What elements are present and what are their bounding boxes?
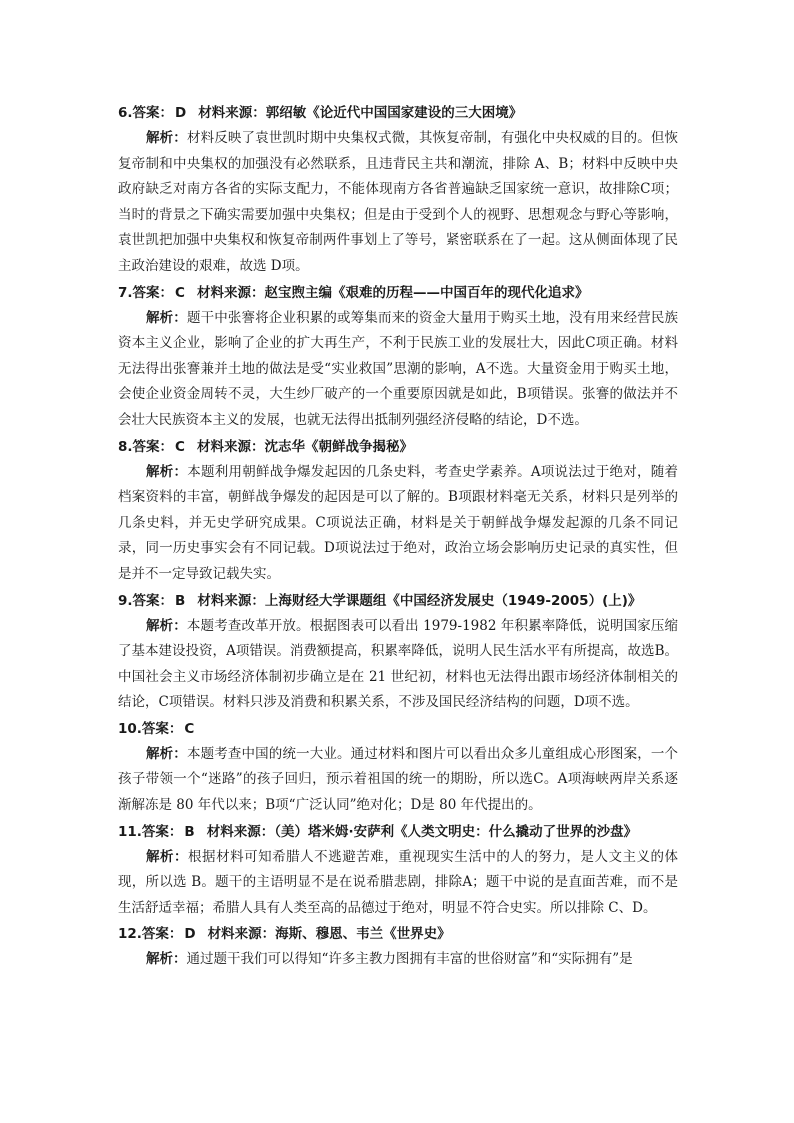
answer-letter: C xyxy=(175,438,185,455)
source-text: 上海财经大学课题组《中国经济发展史（1949-2005）(上)》 xyxy=(264,592,642,609)
source-label: 材料来源： xyxy=(206,823,275,840)
analysis-paragraph xyxy=(118,306,678,434)
analysis-paragraph xyxy=(118,460,678,588)
source-text: 沈志华《朝鲜战争揭秘》 xyxy=(264,438,413,455)
question-number: 9. xyxy=(118,592,133,609)
question-number: 7. xyxy=(118,284,133,301)
analysis-label: 解析： xyxy=(146,745,187,762)
question-header xyxy=(118,280,678,306)
analysis-text: 根据材料可知希腊人不逃避苦难，重视现实生活中的人的努力，是人文主义的体现，所以选 B。题干的主语明显不是在说希腊悲剧，排除A；题干中说的是直面苦难，而不是生活舒适幸福；希腊人具有人类至高的品德过于绝对，明显不符合史实。所以排除 C、D。 xyxy=(118,848,679,916)
source-text: 赵宝煦主编《艰难的历程——中国百年的现代化追求》 xyxy=(264,284,589,301)
question-header xyxy=(118,100,678,126)
question-header xyxy=(118,819,678,845)
answer-letter: D xyxy=(184,926,196,943)
analysis-paragraph xyxy=(118,742,678,819)
analysis-text: 本题利用朝鲜战争爆发起因的几条史料，考查史学素养。A项说法过于绝对，随着档案资料的丰富，朝鲜战争爆发的起因是可以了解的。B项跟材料毫无关系，材料只是列举的几条史料，并无史学研究成果。C项说法正确，材料是关于朝鲜战争爆发起源的几条不同记录，同一历史事实会有不同记载。D项说法过于绝对，政治立场会影响历史记录的真实性，但是并不一定导致记载失实。 xyxy=(118,463,679,582)
analysis-paragraph xyxy=(118,845,678,922)
answer-letter: B xyxy=(175,592,186,609)
question-header xyxy=(118,588,678,614)
question-number: 8. xyxy=(118,438,133,455)
question-header xyxy=(118,716,678,742)
source-label: 材料来源： xyxy=(197,592,265,609)
analysis-text: 材料反映了袁世凯时期中央集权式微，其恢复帝制，有强化中央权威的目的。但恢复帝制和中央集权的加强没有必然联系，且违背民主共和潮流，排除 A、B；材料中反映中央政府缺乏对南方各省的实际支配力，不能体现南方各省普遍缺乏国家统一意识，故排除C项；当时的背景之下确实需要加强中央集权；但是由于受到个人的视野、思想观念与野心等影响，袁世凯把加强中央集权和恢复帝制两件事划上了等号，紧密联系在了一起。这从侧面体现了民主政治建设的艰难，故选 D项。 xyxy=(118,130,679,274)
analysis-paragraph xyxy=(118,126,678,280)
answer-label: 答案： xyxy=(132,284,174,301)
source-text: 海斯、穆恩、韦兰《世界史》 xyxy=(275,926,451,943)
question-number: 12. xyxy=(118,926,142,943)
question-number: 11. xyxy=(118,823,142,840)
question-header xyxy=(118,921,678,947)
analysis-paragraph xyxy=(118,947,678,973)
answer-label: 答案： xyxy=(141,926,183,943)
analysis-paragraph xyxy=(118,614,678,716)
source-label: 材料来源： xyxy=(196,284,265,301)
analysis-label: 解析： xyxy=(146,463,188,480)
answer-label: 答案： xyxy=(141,720,183,737)
question-header xyxy=(118,434,678,460)
source-label: 材料来源： xyxy=(207,926,276,943)
analysis-text: 题干中张謇将企业积累的或筹集而来的资金大量用于购买土地，没有用来经营民族资本主义企业，影响了企业的扩大再生产，不利于民族工业的发展壮大，因此C项正确。材料无法得出张謇兼并土地的做法是受“实业救国”思潮的影响，A不选。大量资金用于购买土地，会使企业资金周转不灵，大生纱厂破产的一个重要原因就是如此，B项错误。张謇的做法并不会壮大民族资本主义的发展，也就无法得出抵制列强经济侵略的结论，D不选。 xyxy=(118,309,679,428)
answer-label: 答案： xyxy=(132,592,174,609)
analysis-label: 解析： xyxy=(146,130,187,146)
question-number: 6. xyxy=(118,105,133,121)
answer-explanation-page xyxy=(118,100,678,973)
analysis-text: 本题考查改革开放。根据图表可以看出 1979-1982 年积累率降低，说明国家压缩了基本建设投资，A项错误。消费额提高，积累率降低，说明人民生活水平有所提高，故选B。中国社会主义市场经济体制初步确立是在 21 世纪初，材料也无法得出跟市场经济体制相关的结论，C项错误。材料只涉及消费和积累关系，不涉及国民经济结构的问题，D项不选。 xyxy=(118,617,679,711)
answer-label: 答案： xyxy=(132,438,174,455)
answer-label: 答案： xyxy=(132,105,174,121)
answer-label: 答案： xyxy=(141,823,183,840)
answer-letter: C xyxy=(184,720,195,737)
analysis-label: 解析： xyxy=(146,848,189,865)
source-label: 材料来源： xyxy=(196,438,265,455)
analysis-label: 解析： xyxy=(146,951,187,968)
source-text: （美）塔米姆·安萨利《人类文明史：什么撬动了世界的沙盘》 xyxy=(274,823,638,840)
answer-letter: C xyxy=(175,284,185,301)
answer-letter: D xyxy=(175,105,187,121)
source-label: 材料来源： xyxy=(198,105,266,121)
analysis-label: 解析： xyxy=(146,617,187,634)
answer-letter: B xyxy=(184,823,195,840)
analysis-text: 本题考查中国的统一大业。通过材料和图片可以看出众多儿童组成心形图案，一个孩子带领一个“迷路”的孩子回归，预示着祖国的统一的期盼，所以选C。A项海峡两岸关系逐渐解冻是 80 年代以来；B项“广泛认同”绝对化；D是 80 年代提出的。 xyxy=(118,745,679,814)
question-number: 10. xyxy=(118,720,142,737)
source-text: 郭绍敏《论近代中国国家建设的三大困境》 xyxy=(265,105,523,121)
analysis-label: 解析： xyxy=(146,309,187,326)
analysis-text: 通过题干我们可以得知“许多主教力图拥有丰富的世俗财富”和“实际拥有”是 xyxy=(186,951,633,968)
